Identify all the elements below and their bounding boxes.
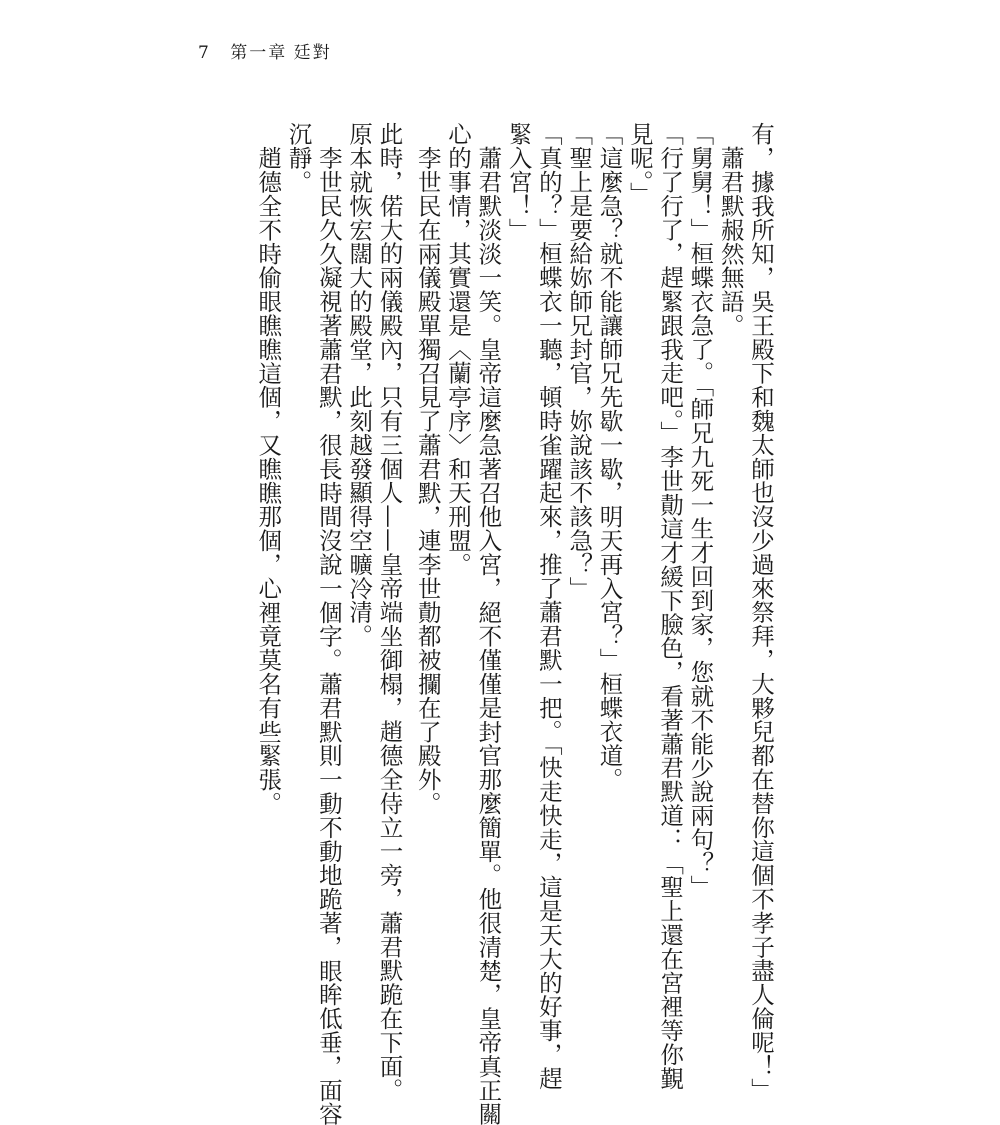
text-line: 李世民久久凝視著蕭君默，很長時間沒說一個字。蕭君默則一動不動地跪著，眼眸低垂，面容	[314, 145, 343, 1125]
text-line: 蕭君默赧然無語。	[716, 145, 745, 337]
text-line: 原本就恢宏闊大的殿堂，此刻越發顯得空曠冷清。	[345, 122, 374, 648]
text-line: 「真的？」桓蝶衣一聽，頓時雀躍起來，推了蕭君默一把。「快走快走，這是天大的好事，趕	[534, 122, 563, 1091]
page-number: 7	[198, 43, 210, 63]
text-line: 「舅舅！」桓蝶衣急了。「師兄九死一生才回到家，您就不能少說兩句？」	[686, 122, 715, 899]
text-line: 緊入宮！」	[504, 122, 533, 242]
body-text	[245, 122, 776, 1125]
text-line: 有，據我所知，吳王殿下和魏太師也沒少過來祭拜，大夥兒都在替你這個不孝子盡人倫呢！」	[747, 122, 775, 1102]
text-line: 此時，偌大的兩儀殿內，只有三個人——皇帝端坐御榻，趙德全侍立一旁，蕭君默跪在下面。	[375, 122, 404, 1102]
text-line: 李世民在兩儀殿單獨召見了蕭君默，連李世勣都被攔在了殿外。	[413, 145, 442, 815]
chapter-title: 廷對	[293, 43, 332, 63]
text-line: 蕭君默淡淡一笑。皇帝這麼急著召他入宮，絕不僅僅是封官那麼簡單。他很清楚，皇帝真正關	[474, 145, 503, 1125]
text-line: 趙德全不時偷眼瞧瞧這個，又瞧瞧那個，心裡竟莫名有些緊張。	[254, 145, 283, 815]
text-line: 沉靜。	[284, 122, 313, 194]
text-line: 「聖上是要給妳師兄封官，妳說該不該急？」	[565, 122, 594, 600]
text-line: 心的事情，其實還是〈蘭亭序〉和天刑盟。	[444, 122, 473, 577]
chapter-label: 第一章	[230, 43, 288, 63]
running-header	[198, 38, 332, 63]
text-line: 「行了行了，趕緊跟我走吧。」李世勣這才緩下臉色，看著蕭君默道：「聖上還在宮裡等你覲	[656, 122, 685, 1091]
text-line: 「這麼急？就不能讓師兄先歇一歇，明天再入宮？」桓蝶衣道。	[595, 122, 624, 792]
text-line: 見呢。」	[625, 122, 654, 206]
